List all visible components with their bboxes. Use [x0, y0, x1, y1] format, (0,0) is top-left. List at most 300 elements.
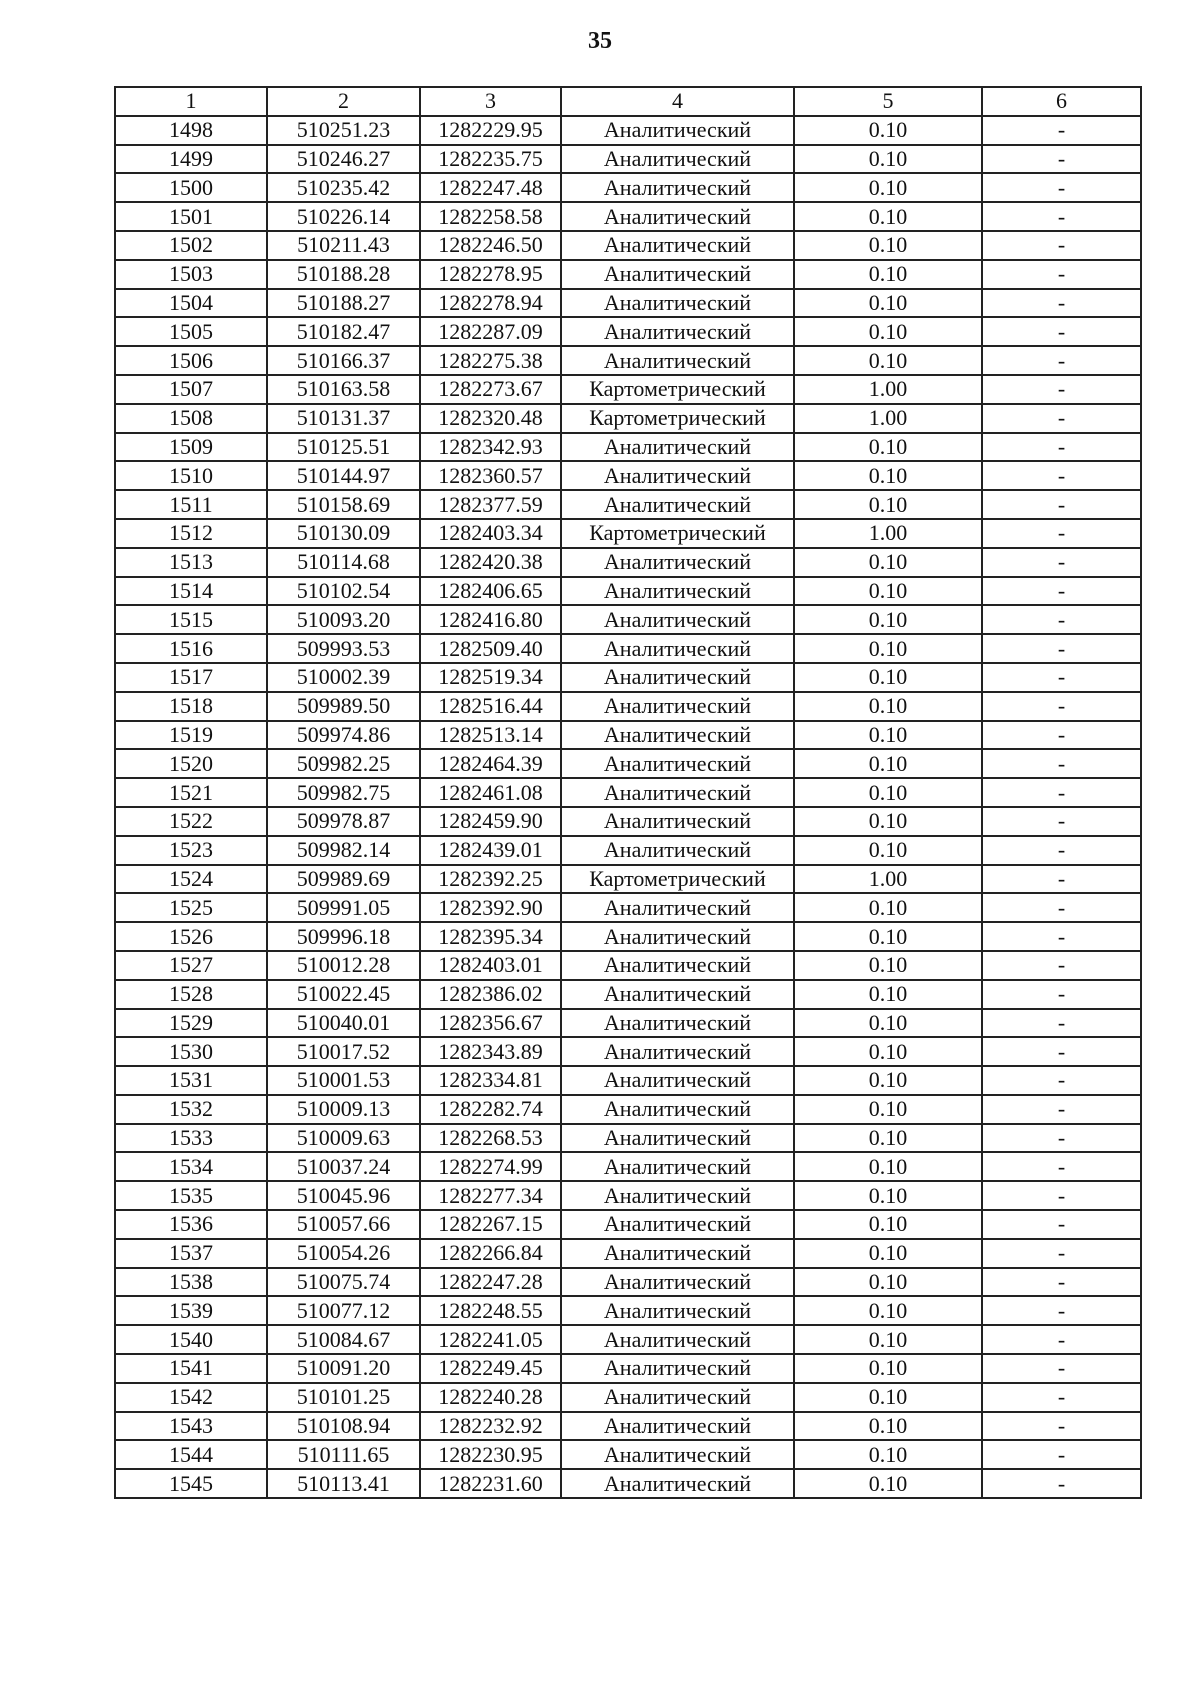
table-row	[115, 1181, 1141, 1210]
accuracy-cell: 1.00	[794, 865, 982, 894]
point-number-cell: 1504	[115, 289, 267, 318]
method-cell: Аналитический	[561, 721, 794, 750]
accuracy-cell: 0.10	[794, 1296, 982, 1325]
point-number-cell: 1545	[115, 1469, 267, 1498]
point-number-cell: 1500	[115, 173, 267, 202]
point-number-cell: 1530	[115, 1037, 267, 1066]
x-coordinate-cell: 510163.58	[267, 375, 420, 404]
accuracy-cell: 0.10	[794, 1325, 982, 1354]
note-cell: -	[982, 893, 1141, 922]
x-coordinate-cell: 509989.69	[267, 865, 420, 894]
note-cell: -	[982, 433, 1141, 462]
table-row	[115, 173, 1141, 202]
point-number-cell: 1501	[115, 202, 267, 231]
method-cell: Аналитический	[561, 807, 794, 836]
point-number-cell: 1533	[115, 1124, 267, 1153]
method-cell: Аналитический	[561, 173, 794, 202]
y-coordinate-cell: 1282267.15	[420, 1210, 561, 1239]
y-coordinate-cell: 1282232.92	[420, 1412, 561, 1441]
table-row	[115, 577, 1141, 606]
table-header-row	[115, 87, 1141, 116]
x-coordinate-cell: 510188.28	[267, 260, 420, 289]
table-row	[115, 692, 1141, 721]
method-cell: Аналитический	[561, 289, 794, 318]
table-row	[115, 605, 1141, 634]
method-cell: Аналитический	[561, 1268, 794, 1297]
x-coordinate-cell: 510251.23	[267, 116, 420, 145]
accuracy-cell: 0.10	[794, 749, 982, 778]
point-number-cell: 1529	[115, 1009, 267, 1038]
x-coordinate-cell: 510130.09	[267, 519, 420, 548]
note-cell: -	[982, 1296, 1141, 1325]
x-coordinate-cell: 510114.68	[267, 548, 420, 577]
column-header: 2	[267, 87, 420, 116]
point-number-cell: 1498	[115, 116, 267, 145]
point-number-cell: 1535	[115, 1181, 267, 1210]
y-coordinate-cell: 1282231.60	[420, 1469, 561, 1498]
x-coordinate-cell: 510182.47	[267, 317, 420, 346]
x-coordinate-cell: 510188.27	[267, 289, 420, 318]
table-row	[115, 1412, 1141, 1441]
note-cell: -	[982, 1412, 1141, 1441]
y-coordinate-cell: 1282247.28	[420, 1268, 561, 1297]
table-row	[115, 836, 1141, 865]
accuracy-cell: 0.10	[794, 548, 982, 577]
x-coordinate-cell: 510075.74	[267, 1268, 420, 1297]
y-coordinate-cell: 1282406.65	[420, 577, 561, 606]
y-coordinate-cell: 1282268.53	[420, 1124, 561, 1153]
note-cell: -	[982, 519, 1141, 548]
y-coordinate-cell: 1282229.95	[420, 116, 561, 145]
table-row	[115, 807, 1141, 836]
y-coordinate-cell: 1282509.40	[420, 634, 561, 663]
x-coordinate-cell: 510158.69	[267, 490, 420, 519]
note-cell: -	[982, 1124, 1141, 1153]
table-row	[115, 433, 1141, 462]
note-cell: -	[982, 346, 1141, 375]
accuracy-cell: 0.10	[794, 605, 982, 634]
table-row	[115, 1296, 1141, 1325]
accuracy-cell: 0.10	[794, 1009, 982, 1038]
point-number-cell: 1506	[115, 346, 267, 375]
y-coordinate-cell: 1282249.45	[420, 1354, 561, 1383]
point-number-cell: 1523	[115, 836, 267, 865]
table-row	[115, 893, 1141, 922]
point-number-cell: 1519	[115, 721, 267, 750]
y-coordinate-cell: 1282464.39	[420, 749, 561, 778]
point-number-cell: 1513	[115, 548, 267, 577]
accuracy-cell: 0.10	[794, 173, 982, 202]
table-row	[115, 145, 1141, 174]
table-row	[115, 721, 1141, 750]
point-number-cell: 1511	[115, 490, 267, 519]
method-cell: Аналитический	[561, 1124, 794, 1153]
x-coordinate-cell: 509993.53	[267, 634, 420, 663]
y-coordinate-cell: 1282392.90	[420, 893, 561, 922]
y-coordinate-cell: 1282320.48	[420, 404, 561, 433]
table-row	[115, 778, 1141, 807]
method-cell: Аналитический	[561, 1181, 794, 1210]
point-number-cell: 1531	[115, 1066, 267, 1095]
y-coordinate-cell: 1282343.89	[420, 1037, 561, 1066]
y-coordinate-cell: 1282274.99	[420, 1152, 561, 1181]
note-cell: -	[982, 1440, 1141, 1469]
table-row	[115, 1239, 1141, 1268]
x-coordinate-cell: 509996.18	[267, 922, 420, 951]
table-row	[115, 1009, 1141, 1038]
accuracy-cell: 1.00	[794, 375, 982, 404]
accuracy-cell: 0.10	[794, 1239, 982, 1268]
note-cell: -	[982, 317, 1141, 346]
column-header: 5	[794, 87, 982, 116]
table-row	[115, 519, 1141, 548]
column-header: 4	[561, 87, 794, 116]
x-coordinate-cell: 510211.43	[267, 231, 420, 260]
page-number: 35	[588, 28, 612, 54]
method-cell: Аналитический	[561, 1325, 794, 1354]
accuracy-cell: 0.10	[794, 721, 982, 750]
method-cell: Аналитический	[561, 1296, 794, 1325]
point-number-cell: 1517	[115, 663, 267, 692]
table-row	[115, 202, 1141, 231]
point-number-cell: 1509	[115, 433, 267, 462]
note-cell: -	[982, 461, 1141, 490]
column-header: 3	[420, 87, 561, 116]
method-cell: Аналитический	[561, 1009, 794, 1038]
y-coordinate-cell: 1282235.75	[420, 145, 561, 174]
point-number-cell: 1505	[115, 317, 267, 346]
x-coordinate-cell: 509978.87	[267, 807, 420, 836]
accuracy-cell: 0.10	[794, 433, 982, 462]
y-coordinate-cell: 1282342.93	[420, 433, 561, 462]
x-coordinate-cell: 510125.51	[267, 433, 420, 462]
x-coordinate-cell: 510111.65	[267, 1440, 420, 1469]
x-coordinate-cell: 510002.39	[267, 663, 420, 692]
accuracy-cell: 0.10	[794, 116, 982, 145]
accuracy-cell: 0.10	[794, 922, 982, 951]
x-coordinate-cell: 510131.37	[267, 404, 420, 433]
point-number-cell: 1528	[115, 980, 267, 1009]
method-cell: Аналитический	[561, 317, 794, 346]
y-coordinate-cell: 1282334.81	[420, 1066, 561, 1095]
note-cell: -	[982, 1095, 1141, 1124]
y-coordinate-cell: 1282277.34	[420, 1181, 561, 1210]
note-cell: -	[982, 634, 1141, 663]
point-number-cell: 1539	[115, 1296, 267, 1325]
method-cell: Картометрический	[561, 519, 794, 548]
note-cell: -	[982, 778, 1141, 807]
point-number-cell: 1508	[115, 404, 267, 433]
accuracy-cell: 0.10	[794, 1152, 982, 1181]
column-header: 6	[982, 87, 1141, 116]
y-coordinate-cell: 1282240.28	[420, 1383, 561, 1412]
method-cell: Аналитический	[561, 461, 794, 490]
accuracy-cell: 0.10	[794, 1210, 982, 1239]
accuracy-cell: 1.00	[794, 519, 982, 548]
method-cell: Аналитический	[561, 260, 794, 289]
method-cell: Аналитический	[561, 1037, 794, 1066]
method-cell: Аналитический	[561, 922, 794, 951]
note-cell: -	[982, 173, 1141, 202]
y-coordinate-cell: 1282519.34	[420, 663, 561, 692]
table-row	[115, 1440, 1141, 1469]
method-cell: Аналитический	[561, 577, 794, 606]
x-coordinate-cell: 510144.97	[267, 461, 420, 490]
x-coordinate-cell: 510226.14	[267, 202, 420, 231]
note-cell: -	[982, 145, 1141, 174]
accuracy-cell: 0.10	[794, 1181, 982, 1210]
point-number-cell: 1503	[115, 260, 267, 289]
accuracy-cell: 0.10	[794, 634, 982, 663]
y-coordinate-cell: 1282275.38	[420, 346, 561, 375]
y-coordinate-cell: 1282386.02	[420, 980, 561, 1009]
note-cell: -	[982, 663, 1141, 692]
y-coordinate-cell: 1282266.84	[420, 1239, 561, 1268]
method-cell: Аналитический	[561, 548, 794, 577]
point-number-cell: 1525	[115, 893, 267, 922]
x-coordinate-cell: 510102.54	[267, 577, 420, 606]
note-cell: -	[982, 404, 1141, 433]
y-coordinate-cell: 1282278.95	[420, 260, 561, 289]
method-cell: Аналитический	[561, 1210, 794, 1239]
y-coordinate-cell: 1282461.08	[420, 778, 561, 807]
method-cell: Аналитический	[561, 231, 794, 260]
accuracy-cell: 0.10	[794, 1066, 982, 1095]
table-body	[115, 116, 1141, 1498]
x-coordinate-cell: 510246.27	[267, 145, 420, 174]
y-coordinate-cell: 1282273.67	[420, 375, 561, 404]
table-row	[115, 951, 1141, 980]
table-row	[115, 548, 1141, 577]
x-coordinate-cell: 510040.01	[267, 1009, 420, 1038]
x-coordinate-cell: 510108.94	[267, 1412, 420, 1441]
note-cell: -	[982, 548, 1141, 577]
y-coordinate-cell: 1282246.50	[420, 231, 561, 260]
point-number-cell: 1538	[115, 1268, 267, 1297]
accuracy-cell: 0.10	[794, 317, 982, 346]
table-row	[115, 289, 1141, 318]
accuracy-cell: 0.10	[794, 1124, 982, 1153]
accuracy-cell: 0.10	[794, 346, 982, 375]
note-cell: -	[982, 490, 1141, 519]
note-cell: -	[982, 980, 1141, 1009]
accuracy-cell: 0.10	[794, 1354, 982, 1383]
point-number-cell: 1522	[115, 807, 267, 836]
point-number-cell: 1540	[115, 1325, 267, 1354]
method-cell: Аналитический	[561, 893, 794, 922]
table-row	[115, 663, 1141, 692]
note-cell: -	[982, 1009, 1141, 1038]
accuracy-cell: 0.10	[794, 231, 982, 260]
method-cell: Аналитический	[561, 634, 794, 663]
table-row	[115, 375, 1141, 404]
method-cell: Аналитический	[561, 1440, 794, 1469]
table-row	[115, 1152, 1141, 1181]
table-row	[115, 634, 1141, 663]
method-cell: Картометрический	[561, 404, 794, 433]
y-coordinate-cell: 1282459.90	[420, 807, 561, 836]
table-row	[115, 1325, 1141, 1354]
table-row	[115, 461, 1141, 490]
table-row	[115, 404, 1141, 433]
method-cell: Аналитический	[561, 202, 794, 231]
method-cell: Картометрический	[561, 375, 794, 404]
note-cell: -	[982, 202, 1141, 231]
x-coordinate-cell: 510101.25	[267, 1383, 420, 1412]
point-number-cell: 1534	[115, 1152, 267, 1181]
x-coordinate-cell: 510077.12	[267, 1296, 420, 1325]
x-coordinate-cell: 510235.42	[267, 173, 420, 202]
note-cell: -	[982, 807, 1141, 836]
method-cell: Аналитический	[561, 145, 794, 174]
accuracy-cell: 0.10	[794, 1095, 982, 1124]
table-row	[115, 1210, 1141, 1239]
x-coordinate-cell: 509974.86	[267, 721, 420, 750]
accuracy-cell: 1.00	[794, 404, 982, 433]
table-row	[115, 260, 1141, 289]
method-cell: Аналитический	[561, 1383, 794, 1412]
point-number-cell: 1527	[115, 951, 267, 980]
y-coordinate-cell: 1282395.34	[420, 922, 561, 951]
note-cell: -	[982, 951, 1141, 980]
note-cell: -	[982, 836, 1141, 865]
method-cell: Аналитический	[561, 1095, 794, 1124]
point-number-cell: 1543	[115, 1412, 267, 1441]
accuracy-cell: 0.10	[794, 461, 982, 490]
y-coordinate-cell: 1282403.34	[420, 519, 561, 548]
point-number-cell: 1526	[115, 922, 267, 951]
x-coordinate-cell: 510017.52	[267, 1037, 420, 1066]
table-row	[115, 865, 1141, 894]
table-row	[115, 490, 1141, 519]
table-row	[115, 1124, 1141, 1153]
y-coordinate-cell: 1282356.67	[420, 1009, 561, 1038]
note-cell: -	[982, 116, 1141, 145]
table-row	[115, 980, 1141, 1009]
note-cell: -	[982, 1354, 1141, 1383]
x-coordinate-cell: 510045.96	[267, 1181, 420, 1210]
accuracy-cell: 0.10	[794, 663, 982, 692]
y-coordinate-cell: 1282282.74	[420, 1095, 561, 1124]
point-number-cell: 1510	[115, 461, 267, 490]
x-coordinate-cell: 510009.63	[267, 1124, 420, 1153]
table-row	[115, 1095, 1141, 1124]
y-coordinate-cell: 1282247.48	[420, 173, 561, 202]
point-number-cell: 1542	[115, 1383, 267, 1412]
method-cell: Аналитический	[561, 1412, 794, 1441]
note-cell: -	[982, 1383, 1141, 1412]
x-coordinate-cell: 509989.50	[267, 692, 420, 721]
method-cell: Аналитический	[561, 749, 794, 778]
method-cell: Аналитический	[561, 692, 794, 721]
x-coordinate-cell: 510022.45	[267, 980, 420, 1009]
point-number-cell: 1520	[115, 749, 267, 778]
note-cell: -	[982, 375, 1141, 404]
note-cell: -	[982, 260, 1141, 289]
note-cell: -	[982, 692, 1141, 721]
method-cell: Аналитический	[561, 346, 794, 375]
method-cell: Аналитический	[561, 490, 794, 519]
table-row	[115, 317, 1141, 346]
table-row	[115, 1268, 1141, 1297]
point-number-cell: 1537	[115, 1239, 267, 1268]
table-row	[115, 922, 1141, 951]
note-cell: -	[982, 1469, 1141, 1498]
note-cell: -	[982, 1037, 1141, 1066]
method-cell: Аналитический	[561, 1469, 794, 1498]
y-coordinate-cell: 1282420.38	[420, 548, 561, 577]
point-number-cell: 1524	[115, 865, 267, 894]
y-coordinate-cell: 1282230.95	[420, 1440, 561, 1469]
x-coordinate-cell: 510037.24	[267, 1152, 420, 1181]
x-coordinate-cell: 510084.67	[267, 1325, 420, 1354]
note-cell: -	[982, 721, 1141, 750]
note-cell: -	[982, 865, 1141, 894]
point-number-cell: 1502	[115, 231, 267, 260]
method-cell: Аналитический	[561, 1066, 794, 1095]
y-coordinate-cell: 1282403.01	[420, 951, 561, 980]
note-cell: -	[982, 1181, 1141, 1210]
method-cell: Аналитический	[561, 1239, 794, 1268]
x-coordinate-cell: 510057.66	[267, 1210, 420, 1239]
method-cell: Аналитический	[561, 605, 794, 634]
table-row	[115, 1066, 1141, 1095]
table-row	[115, 1037, 1141, 1066]
table-row	[115, 346, 1141, 375]
column-header: 1	[115, 87, 267, 116]
point-number-cell: 1499	[115, 145, 267, 174]
point-number-cell: 1516	[115, 634, 267, 663]
y-coordinate-cell: 1282287.09	[420, 317, 561, 346]
y-coordinate-cell: 1282258.58	[420, 202, 561, 231]
point-number-cell: 1536	[115, 1210, 267, 1239]
coordinates-table	[114, 86, 1142, 1499]
method-cell: Аналитический	[561, 663, 794, 692]
note-cell: -	[982, 1210, 1141, 1239]
point-number-cell: 1541	[115, 1354, 267, 1383]
accuracy-cell: 0.10	[794, 145, 982, 174]
table-row	[115, 116, 1141, 145]
note-cell: -	[982, 922, 1141, 951]
accuracy-cell: 0.10	[794, 1268, 982, 1297]
point-number-cell: 1512	[115, 519, 267, 548]
y-coordinate-cell: 1282516.44	[420, 692, 561, 721]
note-cell: -	[982, 577, 1141, 606]
x-coordinate-cell: 510001.53	[267, 1066, 420, 1095]
accuracy-cell: 0.10	[794, 577, 982, 606]
method-cell: Аналитический	[561, 1152, 794, 1181]
y-coordinate-cell: 1282439.01	[420, 836, 561, 865]
x-coordinate-cell: 509991.05	[267, 893, 420, 922]
accuracy-cell: 0.10	[794, 807, 982, 836]
point-number-cell: 1544	[115, 1440, 267, 1469]
note-cell: -	[982, 289, 1141, 318]
accuracy-cell: 0.10	[794, 951, 982, 980]
x-coordinate-cell: 509982.25	[267, 749, 420, 778]
y-coordinate-cell: 1282377.59	[420, 490, 561, 519]
method-cell: Аналитический	[561, 778, 794, 807]
point-number-cell: 1518	[115, 692, 267, 721]
y-coordinate-cell: 1282248.55	[420, 1296, 561, 1325]
accuracy-cell: 0.10	[794, 778, 982, 807]
y-coordinate-cell: 1282278.94	[420, 289, 561, 318]
note-cell: -	[982, 1239, 1141, 1268]
accuracy-cell: 0.10	[794, 692, 982, 721]
x-coordinate-cell: 510113.41	[267, 1469, 420, 1498]
method-cell: Аналитический	[561, 836, 794, 865]
accuracy-cell: 0.10	[794, 893, 982, 922]
accuracy-cell: 0.10	[794, 260, 982, 289]
